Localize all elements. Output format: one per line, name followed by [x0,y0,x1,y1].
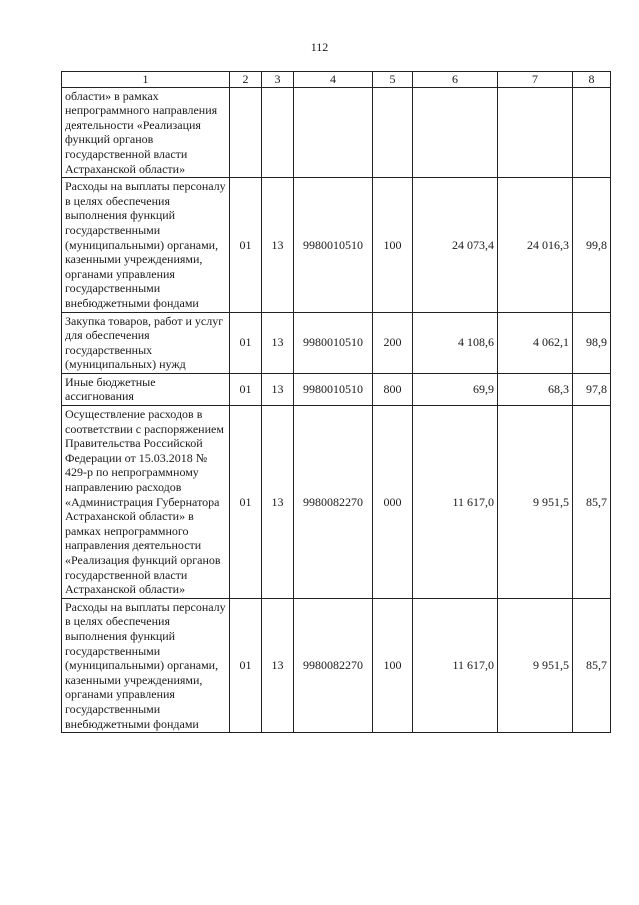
expense-type-code: 100 [373,598,413,732]
executed-amount: 24 016,3 [498,178,573,312]
row-description: Иные бюджетные ассигнования [62,373,230,405]
execution-percent: 98,9 [573,312,611,373]
section-code: 01 [230,598,262,732]
section-code: 01 [230,406,262,599]
target-article-code: 9980082270 [294,598,373,732]
expense-type-code: 000 [373,406,413,599]
execution-percent [573,87,611,178]
header-row [62,72,611,88]
section-code: 01 [230,312,262,373]
column-header-5: 5 [373,72,413,88]
subsection-code: 13 [262,406,294,599]
planned-amount: 69,9 [413,373,498,405]
expense-type-code: 100 [373,178,413,312]
row-description: Закупка товаров, работ и услуг для обеспечения государственных (муниципальных) нужд [62,312,230,373]
row-description: Расходы на выплаты персоналу в целях обеспечения выполнения функций государственными (муниципальными) органами, казенными учреждениями, органами управления государственными внебюджетными фондами [62,598,230,732]
expense-type-code: 800 [373,373,413,405]
expense-type-code: 200 [373,312,413,373]
executed-amount: 9 951,5 [498,406,573,599]
subsection-code: 13 [262,373,294,405]
target-article-code: 9980010510 [294,373,373,405]
planned-amount: 11 617,0 [413,406,498,599]
planned-amount: 4 108,6 [413,312,498,373]
subsection-code: 13 [262,598,294,732]
planned-amount: 24 073,4 [413,178,498,312]
column-header-8: 8 [573,72,611,88]
subsection-code: 13 [262,312,294,373]
table-row [62,178,611,312]
table-row [62,406,611,599]
row-description: Осуществление расходов в соответствии с распоряжением Правительства Российской Федерации от 15.03.2018 № 429-р по непрограммному направлению расходов «Администрация Губернатора Астраханской области» в рамках непрограммного направления деятельности «Реализация функций органов государственной власти Астраханской области» [62,406,230,599]
subsection-code: 13 [262,178,294,312]
subsection-code [262,87,294,178]
planned-amount [413,87,498,178]
column-header-2: 2 [230,72,262,88]
executed-amount: 68,3 [498,373,573,405]
expense-type-code [373,87,413,178]
section-code: 01 [230,178,262,312]
execution-percent: 85,7 [573,598,611,732]
column-header-6: 6 [413,72,498,88]
target-article-code: 9980010510 [294,178,373,312]
row-description: Расходы на выплаты персоналу в целях обеспечения выполнения функций государственными (муниципальными) органами, казенными учреждениями, органами управления государственными внебюджетными фондами [62,178,230,312]
target-article-code [294,87,373,178]
section-code: 01 [230,373,262,405]
executed-amount: 4 062,1 [498,312,573,373]
execution-percent: 85,7 [573,406,611,599]
planned-amount: 11 617,0 [413,598,498,732]
table-row [62,598,611,732]
row-description: области» в рамках непрограммного направления деятельности «Реализация функций органов государственной власти Астраханской области» [62,87,230,178]
table-row [62,87,611,178]
table-row [62,373,611,405]
budget-table [61,71,611,733]
executed-amount [498,87,573,178]
page-number: 112 [310,40,329,54]
column-header-1: 1 [62,72,230,88]
target-article-code: 9980082270 [294,406,373,599]
column-header-4: 4 [294,72,373,88]
executed-amount: 9 951,5 [498,598,573,732]
column-header-3: 3 [262,72,294,88]
column-header-7: 7 [498,72,573,88]
section-code [230,87,262,178]
execution-percent: 97,8 [573,373,611,405]
target-article-code: 9980010510 [294,312,373,373]
execution-percent: 99,8 [573,178,611,312]
table-row [62,312,611,373]
